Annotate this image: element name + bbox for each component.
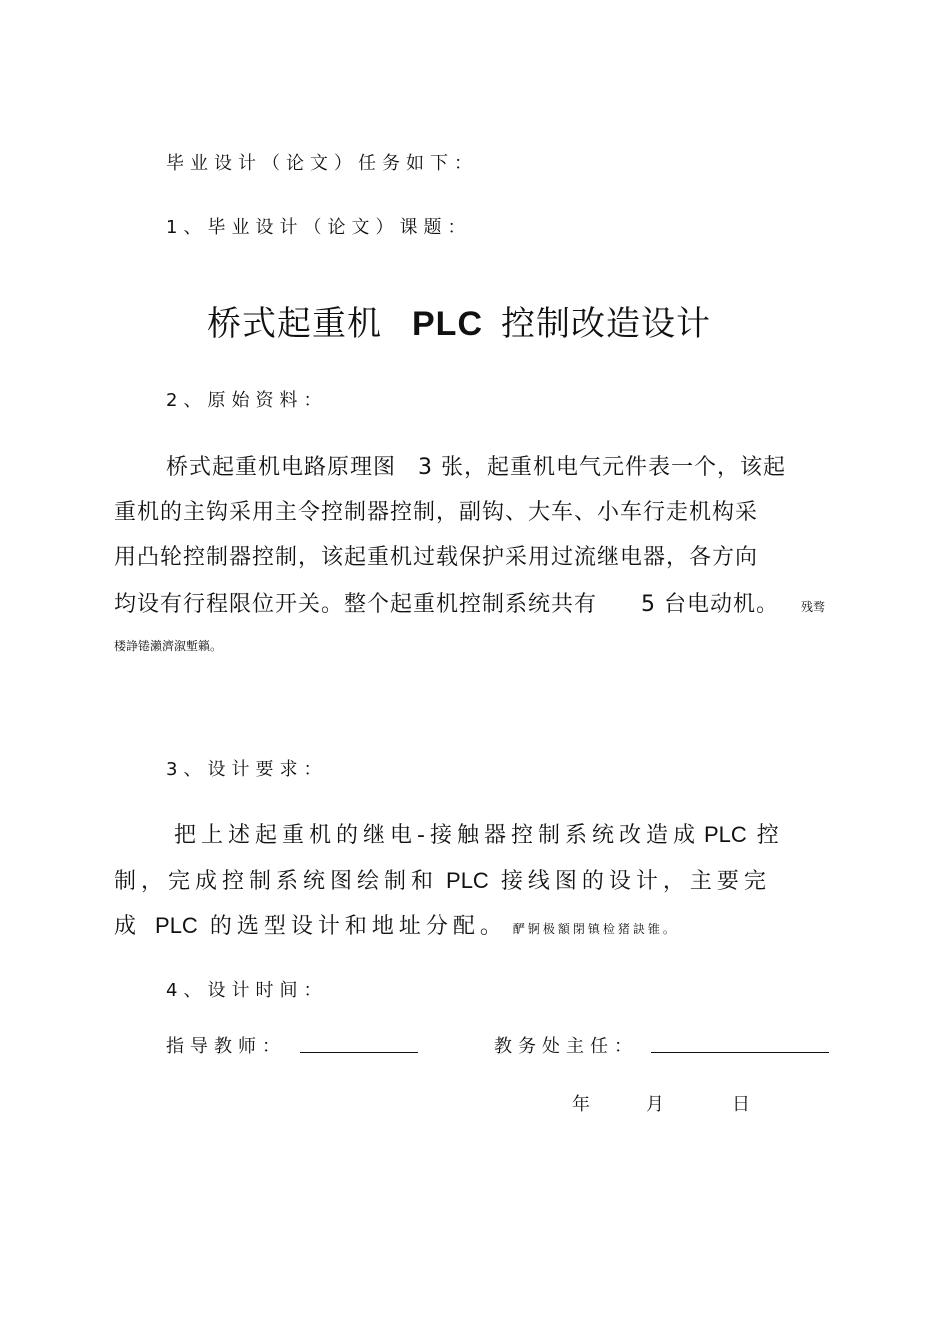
section-3-line-3b: 的选型设计和地址分配。: [209, 914, 507, 939]
thesis-title-part2: 控制改造设计: [501, 304, 711, 344]
date-day: 日: [732, 1094, 756, 1115]
section-3-line-3a: 成: [114, 914, 142, 939]
section-2-label: 2、原始资料：: [166, 390, 328, 411]
section-3-line-3-plc: PLC: [155, 913, 198, 938]
section-2-line-1b: 3 张，起重机电气元件表一个，该起: [418, 455, 787, 480]
section-2-line-4a: 均设有行程限位开关。整个起重机控制系统共有: [114, 592, 598, 617]
office-director-label: 教务处主任：: [494, 1036, 638, 1057]
thesis-title: [207, 296, 711, 345]
section-3-label: 3、设计要求：: [166, 759, 328, 780]
office-signature-line: [651, 1050, 829, 1053]
section-3-line-3: [114, 909, 678, 940]
advisor-signature-line: [300, 1050, 418, 1053]
section-3-line-2: [114, 864, 771, 895]
date-year: 年: [572, 1094, 596, 1115]
section-2-line-4: [114, 587, 825, 618]
thesis-title-plc: PLC: [412, 305, 483, 343]
section-3-line-1: [174, 818, 784, 849]
section-2-line-3: 用凸轮控制器控制，该起重机过载保护采用过流继电器，各方向: [114, 545, 759, 570]
section-2-line-1a: 桥式起重机电路原理图: [166, 455, 397, 480]
section-3-line-1b: 控: [756, 823, 784, 848]
section-3-line-2-plc: PLC: [446, 868, 489, 893]
section-3-garbled-tail: 酽锕极額閉镇检猪訣锥。: [512, 922, 678, 936]
section-2-garbled-tail-2: 楼諍锩瀨濟溆塹籟。: [114, 639, 223, 653]
advisor-label: 指导教师：: [166, 1036, 286, 1057]
section-2-line-4b: 5 台电动机。: [641, 592, 780, 617]
date-month: 月: [646, 1094, 670, 1115]
task-heading: 毕业设计（论文）任务如下：: [166, 153, 478, 174]
advisor-signature-row: [166, 1032, 286, 1058]
section-2-line-1: [166, 450, 786, 481]
thesis-title-part1: 桥式起重机: [207, 304, 382, 344]
section-3-line-1-plc: PLC: [703, 822, 747, 847]
section-3-line-2a: 制，完成控制系统图绘制和: [114, 869, 439, 894]
section-1-label: 1、毕业设计（论文）课题：: [166, 217, 472, 238]
section-4-label: 4、设计时间：: [166, 980, 328, 1001]
office-signature-row: [494, 1032, 638, 1058]
section-3-line-1a: 把上述起重机的继电-接触器控制系统改造成: [174, 823, 700, 848]
section-3-line-2b: 接线图的设计，主要完: [500, 869, 771, 894]
section-2-garbled-tail-1: 残骛: [801, 600, 826, 614]
section-2-line-2: 重机的主钩采用主令控制器控制，副钩、大车、小车行走机构采: [114, 500, 759, 525]
